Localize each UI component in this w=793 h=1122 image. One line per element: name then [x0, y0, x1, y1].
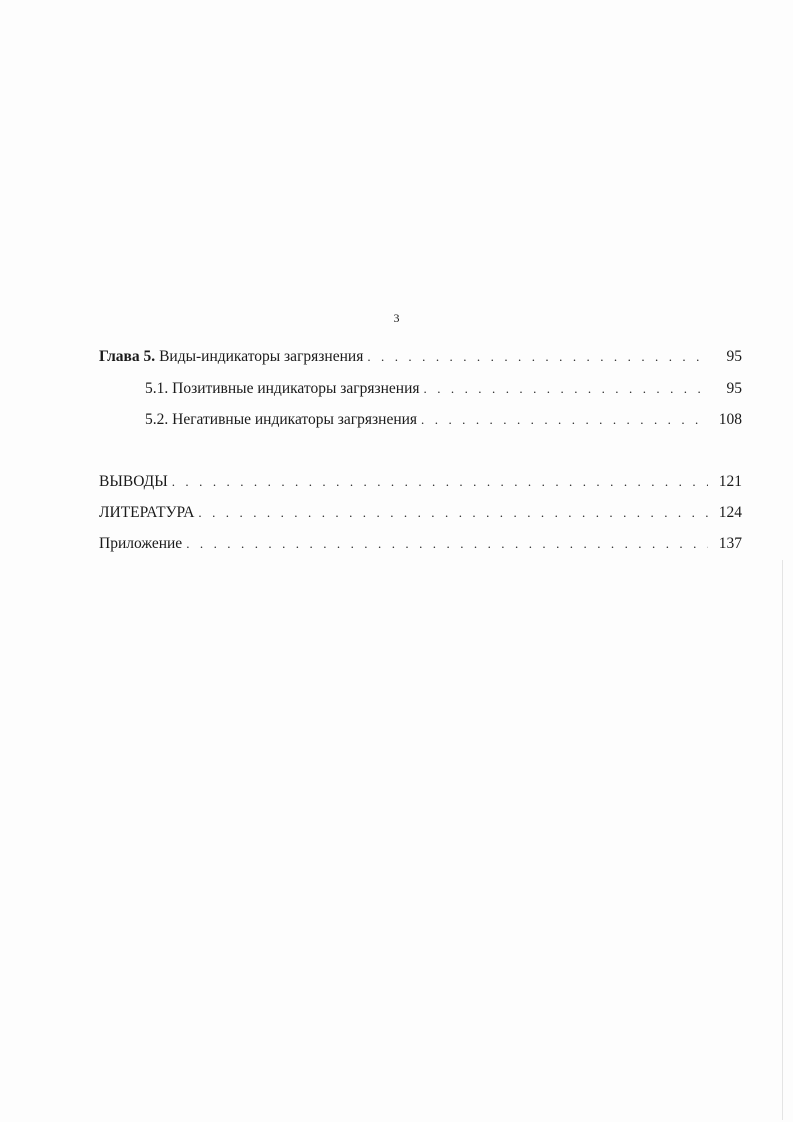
- dot-leader: [186, 533, 708, 555]
- toc-entry-appendix: [99, 533, 742, 555]
- toc-entry-literature: [99, 502, 742, 524]
- toc-entry-page: 95: [726, 348, 742, 365]
- toc-entry-chapter-5: [99, 346, 742, 368]
- scan-edge-line: [782, 560, 783, 1120]
- toc-entry-section-5-1: [99, 378, 742, 400]
- toc-entry-title: 5.1. Позитивные индикаторы загрязнения: [145, 380, 420, 397]
- toc-entry-title: ЛИТЕРАТУРА: [99, 504, 195, 521]
- dot-leader: [421, 409, 708, 431]
- toc-entry-page: 124: [718, 504, 742, 521]
- toc-entry-page: 137: [718, 535, 742, 552]
- chapter-number: Глава 5.: [99, 348, 156, 365]
- page-number: 3: [393, 311, 400, 325]
- toc-entry-title: Приложение: [99, 535, 183, 552]
- chapter-title: Виды-индикаторы загрязнения: [155, 348, 364, 365]
- toc-entry-page: 108: [718, 411, 742, 428]
- toc-entry-title: 5.2. Негативные индикаторы загрязнения: [145, 411, 418, 428]
- toc-entry-title: [99, 346, 363, 368]
- toc-entry-page: 121: [718, 473, 742, 490]
- toc-entry-title: ВЫВОДЫ: [99, 473, 168, 490]
- dot-leader: [172, 471, 708, 493]
- dot-leader: [367, 346, 708, 368]
- toc-entry-conclusions: [99, 471, 742, 493]
- toc-entry-page: 95: [726, 380, 742, 397]
- dot-leader: [424, 378, 709, 400]
- toc-entry-section-5-2: [99, 409, 742, 431]
- dot-leader: [198, 502, 708, 524]
